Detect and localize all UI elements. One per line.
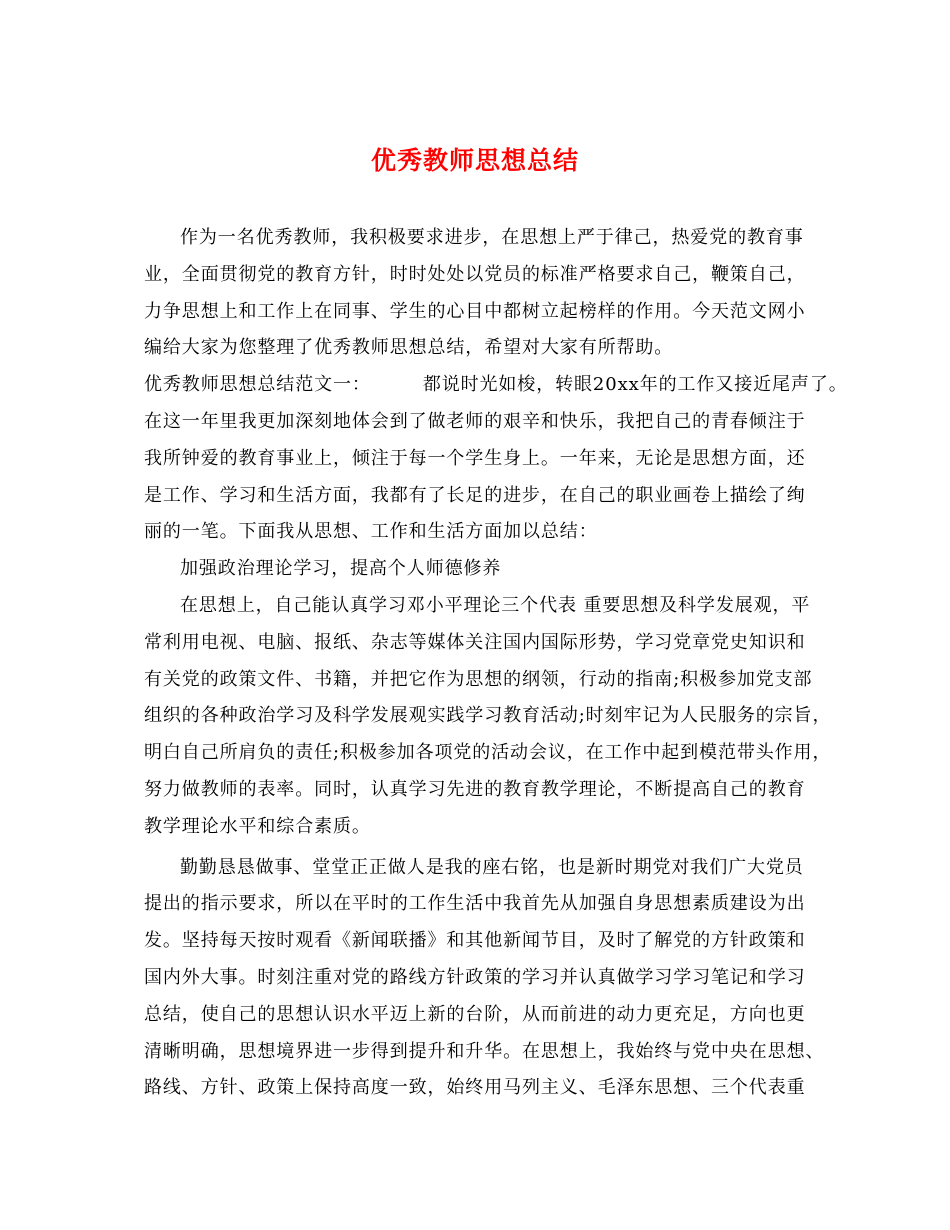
text-line: 编给大家为您整理了优秀教师思想总结，希望对大家有所帮助。 xyxy=(144,337,674,359)
text-line: 力争思想上和工作上在同事、学生的心目中都树立起榜样的作用。今天范文网小 xyxy=(144,300,806,322)
text-line: 努力做教师的表率。同时，认真学习先进的教育教学理论，不断提高自己的教育 xyxy=(144,778,806,800)
document-body xyxy=(144,220,848,1107)
text-line: 清晰明确，思想境界进一步得到提升和升华。在思想上，我始终与党中央在思想、 xyxy=(144,1040,825,1062)
text-line: 在思想上，自己能认真学习邓小平理论三个代表 重要思想及科学发展观，平 xyxy=(180,594,811,616)
text-line: 是工作、学习和生活方面，我都有了长足的进步，在自己的职业画卷上描绘了绚 xyxy=(144,484,806,506)
subheading: 加强政治理论学习，提高个人师德修养 xyxy=(180,558,502,580)
text-line: 教学理论水平和综合素质。 xyxy=(144,815,371,837)
text-line: 我所钟爱的教育事业上，倾注于每一个学生身上。一年来，无论是思想方面，还 xyxy=(144,447,806,469)
text-line: 总结，使自己的思想认识水平迈上新的台阶，从而前进的动力更充足，方向也更 xyxy=(144,1003,806,1025)
text-line: 在这一年里我更加深刻地体会到了做老师的艰辛和快乐，我把自己的青春倾注于 xyxy=(144,410,806,432)
text-line: 作为一名优秀教师，我积极要求进步，在思想上严于律己，热爱党的教育事 xyxy=(180,227,804,248)
document-title: 优秀教师思想总结 xyxy=(370,146,579,175)
text-line: 提出的指示要求，所以在平时的工作生活中我首先从加强自身思想素质建设为出 xyxy=(144,893,806,915)
text-line: 国内外大事。时刻注重对党的路线方针政策的学习并认真做学习学习笔记和学习 xyxy=(144,966,806,988)
text-line: 丽的一笔。下面我从思想、工作和生活方面加以总结： xyxy=(144,521,598,543)
text-line: 常利用电视、电脑、报纸、杂志等媒体关注国内国际形势，学习党章党史知识和 xyxy=(144,631,806,653)
text-line: 路线、方针、政策上保持高度一致，始终用马列主义、毛泽东思想、三个代表重 xyxy=(144,1077,806,1099)
text-line xyxy=(144,367,848,404)
text-line: 组织的各种政治学习及科学发展观实践学习教育活动;时刻牢记为人民服务的宗旨， xyxy=(144,705,832,727)
text-line: 勤勤恳恳做事、堂堂正正做人是我的座右铭，也是新时期党对我们广大党员 xyxy=(180,856,804,878)
text-line: 发。坚持每天按时观看《新闻联播》和其他新闻节目，及时了解党的方针政策和 xyxy=(144,930,806,952)
section-heading: 优秀教师思想总结范文一： xyxy=(144,374,371,396)
text-line: 有关党的政策文件、书籍，并把它作为思想的纲领，行动的指南;积极参加党支部 xyxy=(144,668,813,690)
text-line: 业，全面贯彻党的教育方针，时时处处以党员的标准严格要求自己，鞭策自己， xyxy=(144,263,806,285)
text-line: 明白自己所肩负的责任;积极参加各项党的活动会议，在工作中起到模范带头作用， xyxy=(144,742,832,764)
text-run: 都说时光如梭，转眼20xx年的工作又接近尾声了。 xyxy=(422,374,848,396)
